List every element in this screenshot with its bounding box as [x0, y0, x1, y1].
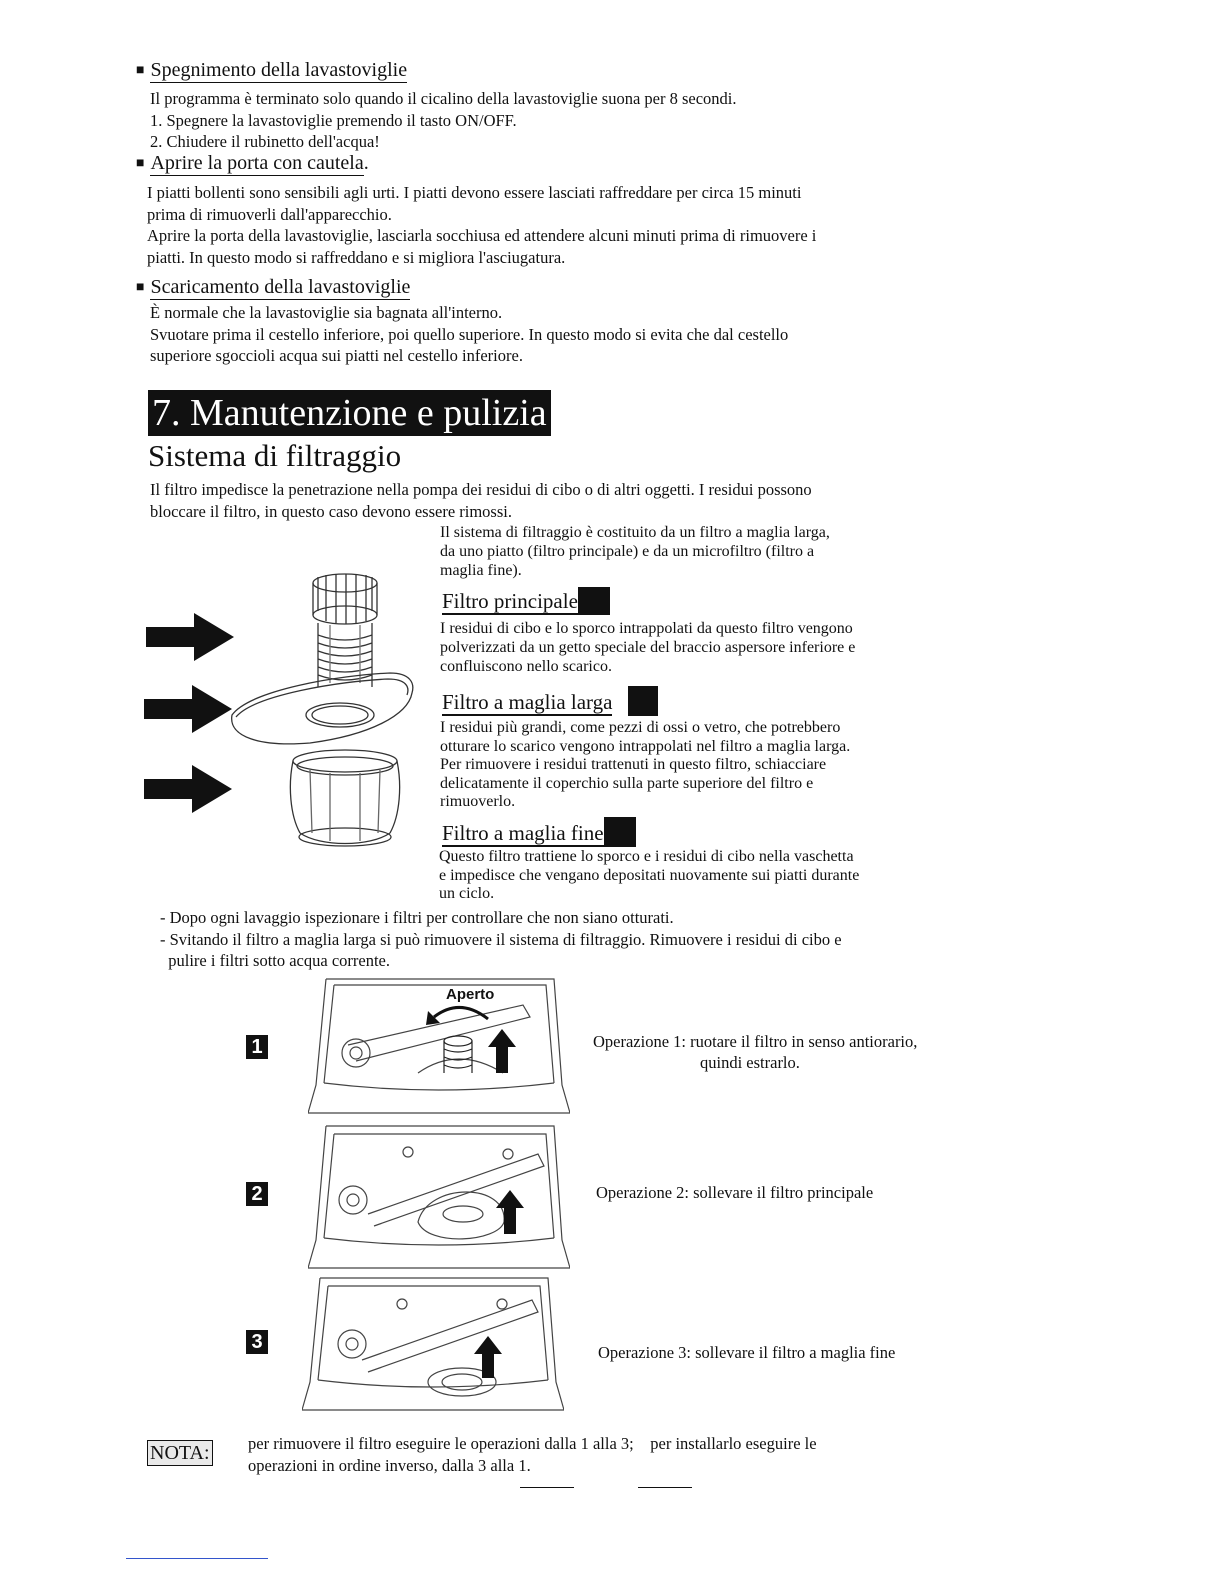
divider — [638, 1487, 692, 1488]
rotate-counterclockwise-icon — [426, 1007, 488, 1025]
text-line: maglia fine). — [440, 562, 522, 579]
text-line: I residui di cibo e lo sporco intrappolati da questo filtro vengono — [440, 620, 853, 637]
text-line: 2. Chiudere il rubinetto dell'acqua! — [150, 132, 380, 151]
text-line: operazioni in ordine inverso, dalla 3 alla 1. — [248, 1455, 531, 1475]
step-number-badge: 1 — [246, 1035, 268, 1059]
text-line: - Dopo ogni lavaggio ispezionare i filtri per controllare che non siano otturati. — [160, 908, 674, 927]
coarse-filter-text — [440, 719, 850, 812]
coarse-filter-icon — [232, 673, 413, 744]
text-line: rimuoverlo. — [440, 793, 516, 810]
main-filter-title: Filtro principale — [442, 587, 610, 615]
step2-illustration — [308, 1122, 570, 1270]
open-label: Aperto — [446, 986, 495, 1003]
text-line: - Svitando il filtro a maglia larga si può rimuovere il sistema di filtraggio. Rimuovere i residui di cibo e — [160, 929, 842, 949]
text-line: 1. Spegnere la lavastoviglie premendo il tasto ON/OFF. — [150, 110, 517, 130]
bullet-icon: ■ — [136, 63, 145, 78]
text-line: otturare lo scarico vengono intrappolati nel filtro a maglia larga. — [440, 737, 851, 755]
bullet-icon: ■ — [136, 156, 145, 171]
text-line: I piatti bollenti sono sensibili agli urti. I piatti devono essere lasciati raffreddare per circa 15 minuti — [147, 183, 802, 202]
text-line: un ciclo. — [439, 885, 495, 902]
fine-filter-icon — [290, 750, 399, 846]
open-door-text — [147, 182, 816, 268]
arrow-right-icon — [146, 613, 234, 661]
text-line: I residui più grandi, come pezzi di ossi o vetro, che potrebbero — [440, 719, 841, 736]
main-filter-icon — [313, 574, 377, 687]
step-text: Operazione 2: sollevare il filtro principale — [596, 1183, 874, 1202]
main-filter-icon — [444, 1036, 472, 1073]
square-icon — [604, 817, 636, 847]
text-line: e impedisce che vengano depositati nuovamente sui piatti durante — [439, 866, 860, 884]
text-line: confluiscono nello scarico. — [440, 658, 612, 675]
bullet-icon: ■ — [136, 280, 145, 295]
square-icon — [578, 587, 610, 615]
filter-illustration — [140, 565, 430, 890]
coarse-filter-title: Filtro a maglia larga — [442, 686, 658, 716]
text-line: polverizzati da un getto speciale del braccio aspersore inferiore e — [440, 639, 856, 656]
step-text: Operazione 1: ruotare il filtro in senso antiorario, — [593, 1032, 918, 1051]
main-filter-text — [440, 619, 855, 676]
text-line: Per rimuovere i residui trattenuti in questo filtro, schiacciare — [440, 756, 827, 773]
text-line: prima di rimuoverli dall'apparecchio. — [147, 204, 392, 224]
text-line: Il filtro impedisce la penetrazione nella pompa dei residui di cibo o di altri oggetti. I residui possono — [150, 480, 812, 499]
arrow-right-icon — [144, 765, 232, 813]
footer-divider — [126, 1558, 268, 1559]
text-line: Svuotare prima il cestello inferiore, poi quello superiore. In questo modo si evita che dal cestello — [150, 324, 789, 344]
step-number-badge: 2 — [246, 1182, 268, 1206]
note-text — [248, 1433, 817, 1476]
text-line: da uno piatto (filtro principale) e da un microfiltro (filtro a — [440, 543, 815, 560]
text-line: per rimuovere il filtro eseguire le operazioni dalla 1 alla 3; per installarlo eseguire le — [248, 1434, 817, 1453]
fine-filter-title: Filtro a maglia fine — [442, 817, 636, 847]
text-line: bloccare il filtro, in questo caso devono essere rimossi. — [150, 501, 512, 521]
step-number-badge: 3 — [246, 1330, 268, 1354]
heading-switch-off: ■ Spegnimento della lavastoviglie — [136, 59, 408, 81]
text-line: Questo filtro trattiene lo sporco e i residui di cibo nella vaschetta — [439, 848, 854, 865]
unload-text — [150, 302, 788, 367]
step1-illustration — [308, 975, 570, 1115]
heading-open-door: ■ Aprire la porta con cautela. — [136, 152, 369, 174]
text-line: delicatamente il coperchio sulla parte superiore del filtro e — [440, 774, 814, 792]
text-line: È normale che la lavastoviglie sia bagnata all'interno. — [150, 303, 503, 322]
text-line: pulire i filtri sotto acqua corrente. — [160, 951, 391, 970]
filter-intro — [150, 479, 812, 522]
heading-unload: ■ Scaricamento della lavastoviglie — [136, 276, 411, 298]
square-icon — [628, 686, 658, 716]
divider — [520, 1487, 574, 1488]
switch-off-text — [150, 88, 737, 153]
arrow-right-icon — [144, 685, 232, 733]
text-line: superiore sgoccioli acqua sui piatti nel cestello inferiore. — [150, 346, 523, 365]
filter-system-text — [440, 523, 830, 580]
chapter-title: 7. Manutenzione e pulizia — [148, 390, 551, 436]
arrow-up-icon — [474, 1336, 502, 1378]
note-label: NOTA: — [147, 1440, 213, 1466]
step3-illustration — [302, 1274, 564, 1412]
step-text: Operazione 3: sollevare il filtro a maglia fine — [598, 1343, 896, 1362]
text-line: Il sistema di filtraggio è costituito da un filtro a maglia larga, — [440, 524, 830, 541]
text-line: Il programma è terminato solo quando il cicalino della lavastoviglie suona per 8 secondi. — [150, 89, 737, 108]
step-text: quindi estrarlo. — [700, 1053, 800, 1072]
text-line: Aprire la porta della lavastoviglie, lasciarla socchiusa ed attendere alcuni minuti prima di rimuovere i — [147, 226, 817, 245]
filter-tips — [160, 907, 842, 972]
section-subtitle: Sistema di filtraggio — [148, 438, 402, 473]
text-line: piatti. In questo modo si raffreddano e si migliora l'asciugatura. — [147, 247, 566, 267]
fine-filter-text — [439, 848, 859, 904]
